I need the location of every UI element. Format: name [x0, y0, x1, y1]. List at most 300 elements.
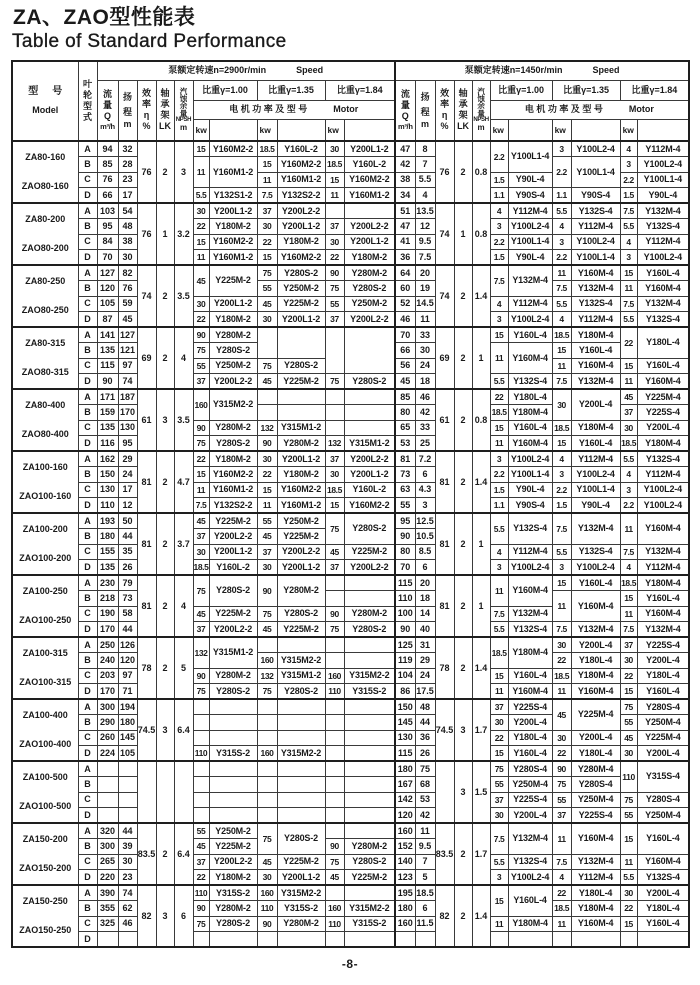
motor-kw: 160 [257, 885, 277, 901]
motor-kw: 30 [620, 653, 637, 669]
flow-value: 60 [395, 281, 415, 297]
motor-kw: 18.5 [325, 482, 344, 498]
table-row [12, 141, 689, 157]
flow-header-unit: m³/h [397, 121, 413, 131]
motor-kw: 3 [490, 219, 508, 235]
motor-kw: 7.5 [552, 374, 571, 390]
motor-model: Y160M-4 [637, 606, 689, 622]
motor-kw: 90 [257, 436, 277, 452]
efficiency-value: 74.5 [435, 699, 454, 761]
motor-model: Y132S-4 [571, 296, 620, 312]
motor-model [344, 808, 395, 824]
motor-model: Y132M-4 [571, 374, 620, 390]
flow-value: 41 [395, 234, 415, 250]
model-names [13, 763, 78, 821]
flow-value [97, 792, 118, 808]
impeller-type: C [78, 234, 97, 250]
motor-kw: 55 [552, 792, 571, 808]
motor-model: Y315M2-2 [277, 885, 325, 901]
motor-kw: 160 [325, 668, 344, 684]
impeller-type: A [78, 141, 97, 157]
motor-model: Y225M-2 [277, 374, 325, 390]
flow-value: 66 [97, 188, 118, 204]
flow-value: 66 [395, 343, 415, 359]
motor-model [277, 792, 325, 808]
flow-value: 55 [395, 498, 415, 514]
model-names [13, 329, 78, 387]
model-cell [12, 513, 78, 575]
head-value: 6 [415, 560, 435, 576]
motor-model: Y225M-2 [344, 544, 395, 560]
flow-value [97, 808, 118, 824]
motor-model: Y180M-2 [209, 219, 257, 235]
page-number: -8- [341, 957, 359, 971]
impeller-type: A [78, 761, 97, 777]
motor-kw: 30 [552, 637, 571, 653]
motor-model: Y315S-2 [344, 916, 395, 932]
motor-model: Y315M2-2 [344, 901, 395, 917]
motor-kw: 55 [193, 358, 209, 374]
npsh-header [174, 80, 193, 141]
efficiency-value: 74 [435, 265, 454, 327]
motor-kw: 45 [620, 389, 637, 405]
motor-model [209, 808, 257, 824]
head-value: 36 [415, 730, 435, 746]
flow-value: 159 [97, 405, 118, 421]
motor-kw: 30 [620, 746, 637, 762]
motor-kw: 2.2 [552, 157, 571, 188]
motor-kw: 15 [620, 591, 637, 607]
motor-model: Y315M2-2 [277, 653, 325, 669]
motor-model: Y160L-4 [637, 916, 689, 932]
motor-model: Y200L-4 [637, 746, 689, 762]
motor-model: Y100L2-4 [637, 250, 689, 266]
flow-header-symbol: Q [401, 110, 409, 121]
head-value: 30 [118, 250, 137, 266]
motor-kw: 22 [552, 653, 571, 669]
flow-value: 119 [395, 653, 415, 669]
motor-kw: 30 [620, 885, 637, 901]
head-value: 53 [415, 792, 435, 808]
motor-kw: 15 [620, 265, 637, 281]
head-value: 4.3 [415, 482, 435, 498]
motor-model: Y225M-2 [277, 296, 325, 312]
model-name: ZAO100-315 [19, 677, 72, 687]
table-row [12, 560, 689, 576]
motor-kw: 37 [193, 622, 209, 638]
motor-kw: 1.1 [490, 498, 508, 514]
efficiency-value: 61 [137, 389, 156, 451]
motor-model: Y160M1-2 [277, 172, 325, 188]
head-value: 46 [118, 916, 137, 932]
head-value [415, 932, 435, 948]
impeller-type: A [78, 513, 97, 529]
motor-model: Y90S-4 [508, 188, 552, 204]
speed-2900-header [97, 61, 395, 80]
motor-kw [193, 761, 209, 777]
model-cell [12, 885, 78, 947]
motor-model: Y280S-2 [277, 358, 325, 374]
motor-kw: 18.5 [552, 668, 571, 684]
motor-model: Y160M-4 [508, 343, 552, 374]
motor-model: Y160M-4 [571, 684, 620, 700]
motor-model: Y160M-4 [508, 684, 552, 700]
motor-header-en: Motor [628, 104, 654, 114]
motor-model [344, 715, 395, 731]
motor-kw: 55 [257, 513, 277, 529]
model-name: ZA100-315 [22, 648, 68, 658]
head-header-cn: 扬程 [123, 92, 133, 117]
efficiency-header-cn: 效率 [142, 88, 152, 109]
flow-value: 70 [395, 327, 415, 343]
motor-model: Y132S-4 [571, 544, 620, 560]
motor-model [209, 932, 257, 948]
npsh-value: 1.4 [472, 637, 490, 699]
npsh-value: 1.7 [472, 823, 490, 885]
motor-kw: 3 [552, 141, 571, 157]
flow-value: 135 [97, 343, 118, 359]
kw-header: kw [620, 119, 637, 141]
motor-kw: 90 [193, 327, 209, 343]
speed-2900-label-en: Speed [296, 65, 324, 76]
head-value: 10.5 [415, 529, 435, 545]
motor-model: Y315M1-2 [209, 637, 257, 668]
motor-model: Y280S-4 [637, 792, 689, 808]
motor-model [277, 932, 325, 948]
motor-kw [325, 591, 344, 607]
flow-value: 300 [97, 699, 118, 715]
head-value [118, 808, 137, 824]
motor-kw: 37 [193, 374, 209, 390]
model-name: ZA100-250 [22, 586, 68, 596]
motor-kw: 15 [490, 327, 508, 343]
bearing-value: 2 [454, 885, 472, 947]
motor-kw: 22 [620, 668, 637, 684]
motor-model: Y280S-2 [209, 684, 257, 700]
motor-kw: 30 [257, 451, 277, 467]
motor-kw: 110 [620, 761, 637, 792]
motor-kw [257, 715, 277, 731]
motor-kw: 30 [257, 560, 277, 576]
model-name: ZA100-160 [22, 462, 68, 472]
motor-model: Y225M-2 [277, 529, 325, 545]
motor-model: Y280S-4 [508, 761, 552, 777]
motor-kw: 75 [257, 606, 277, 622]
flow-value: 52 [395, 296, 415, 312]
impeller-type: A [78, 265, 97, 281]
motor-kw [257, 405, 277, 421]
motor-kw: 7.5 [620, 296, 637, 312]
motor-model: Y100L1-4 [637, 172, 689, 188]
motor-model: Y315M1-2 [344, 436, 395, 452]
flow-value: 123 [395, 870, 415, 886]
model-header-cn: 型号 [28, 86, 77, 97]
motor-kw: 75 [257, 823, 277, 854]
head-value: 17 [118, 482, 137, 498]
head-value: 40 [415, 622, 435, 638]
motor-kw: 75 [193, 343, 209, 359]
motor-model [571, 932, 620, 948]
table-row [12, 296, 689, 312]
model-cell [12, 327, 78, 389]
motor-model: Y100L1-4 [571, 250, 620, 266]
motor-kw [257, 730, 277, 746]
impeller-type: D [78, 746, 97, 762]
motor-model: Y280S-2 [277, 265, 325, 281]
head-value: 26 [415, 746, 435, 762]
model-names [13, 205, 78, 263]
motor-kw: 4 [490, 544, 508, 560]
motor-kw: 2.2 [490, 141, 508, 172]
motor-model: Y180M-2 [209, 451, 257, 467]
motor-model: Y280M-2 [209, 668, 257, 684]
impeller-type: B [78, 281, 97, 297]
motor-kw: 7.5 [257, 188, 277, 204]
head-value: 44 [118, 529, 137, 545]
flow-value: 170 [97, 684, 118, 700]
motor-kw [620, 932, 637, 948]
motor-kw: 22 [257, 234, 277, 250]
motor-model: Y180M-4 [571, 668, 620, 684]
motor-model: Y180M-4 [637, 436, 689, 452]
motor-model: Y225S-4 [637, 637, 689, 653]
motor-kw: 4 [490, 203, 508, 219]
flow-value: 170 [97, 622, 118, 638]
model-name: ZA80-250 [25, 276, 66, 286]
motor-kw: 30 [490, 715, 508, 731]
head-value: 44 [118, 823, 137, 839]
flow-value: 53 [395, 436, 415, 452]
motor-kw: 18.5 [490, 405, 508, 421]
head-value: 7.5 [415, 250, 435, 266]
flow-value: 56 [395, 358, 415, 374]
motor-kw: 2.2 [490, 467, 508, 483]
motor-kw: 30 [257, 870, 277, 886]
impeller-type: A [78, 451, 97, 467]
efficiency-value: 76 [435, 141, 454, 203]
npsh-value: 4 [174, 327, 193, 389]
motor-model: Y90S-4 [508, 498, 552, 514]
motor-model: Y160M2-2 [277, 157, 325, 173]
motor-kw: 15 [552, 343, 571, 359]
flow-value: 193 [97, 513, 118, 529]
head-value: 48 [118, 219, 137, 235]
flow-value: 73 [395, 467, 415, 483]
motor-kw: 1.1 [552, 188, 571, 204]
table-row [12, 420, 689, 436]
head-value: 8.5 [415, 544, 435, 560]
motor-model: Y180L-4 [637, 327, 689, 358]
motor-model: Y160M2-2 [209, 234, 257, 250]
header-row-specific-gravity [12, 80, 689, 100]
motor-model: Y132M-4 [571, 622, 620, 638]
motor-kw: 18.5 [193, 560, 209, 576]
head-value: 5 [415, 870, 435, 886]
model-name: ZAO100-500 [19, 801, 72, 811]
motor-model: Y180M-2 [277, 234, 325, 250]
efficiency-value: 76 [137, 203, 156, 265]
motor-kw [325, 699, 344, 715]
motor-model: Y315M1-2 [277, 668, 325, 684]
motor-model: Y280S-4 [637, 699, 689, 715]
motor-model: Y132S2-2 [277, 188, 325, 204]
motor-kw: 5.5 [620, 219, 637, 235]
flow-value: 80 [395, 544, 415, 560]
model-name: ZA150-200 [22, 834, 68, 844]
motor-model: Y225M-2 [209, 839, 257, 855]
bearing-value: 2 [156, 265, 174, 327]
model-names [13, 143, 78, 201]
flow-value: 224 [97, 746, 118, 762]
motor-kw: 11 [552, 916, 571, 932]
motor-kw: 75 [193, 916, 209, 932]
motor-model: Y180M-2 [277, 467, 325, 483]
head-value: 45 [118, 312, 137, 328]
flow-header [395, 80, 415, 141]
npsh-value: 3.7 [174, 513, 193, 575]
flow-value: 81 [395, 451, 415, 467]
motor-kw: 11 [490, 436, 508, 452]
head-value: 18.5 [415, 885, 435, 901]
motor-kw: 75 [257, 684, 277, 700]
table-row [12, 808, 689, 824]
motor-kw: 3 [620, 482, 637, 498]
head-value: 30 [415, 343, 435, 359]
efficiency-header [435, 80, 454, 141]
motor-kw: 30 [325, 141, 344, 157]
motor-kw: 55 [490, 777, 508, 793]
model-cell [12, 389, 78, 451]
flow-value: 51 [395, 203, 415, 219]
flow-value: 47 [395, 219, 415, 235]
flow-value: 95 [97, 219, 118, 235]
flow-value: 152 [395, 839, 415, 855]
flow-value: 218 [97, 591, 118, 607]
motor-kw: 11 [257, 498, 277, 514]
table-row [12, 312, 689, 328]
motor-kw: 160 [257, 746, 277, 762]
motor-model [344, 591, 395, 607]
table-row [12, 467, 689, 483]
sg-1-00-header: 比重γ=1.00 [193, 80, 257, 100]
motor-model-header [508, 119, 552, 141]
table-row [12, 653, 689, 669]
motor-kw: 11 [552, 265, 571, 281]
impeller-type: A [78, 389, 97, 405]
efficiency-value: 81 [435, 575, 454, 637]
flow-value: 85 [97, 157, 118, 173]
motor-kw: 15 [490, 885, 508, 916]
npsh-value: 3.5 [174, 265, 193, 327]
motor-model: Y280S-2 [277, 606, 325, 622]
motor-kw: 160 [193, 389, 209, 420]
model-name: ZAO80-250 [21, 305, 69, 315]
motor-model [277, 389, 325, 405]
motor-model: Y280S-4 [571, 777, 620, 793]
motor-kw: 3 [490, 870, 508, 886]
table-row [12, 823, 689, 839]
motor-kw: 15 [257, 157, 277, 173]
motor-kw: 15 [490, 668, 508, 684]
model-name: ZAO100-250 [19, 615, 72, 625]
model-name: ZA80-200 [25, 214, 66, 224]
motor-model [344, 730, 395, 746]
head-value: 44 [415, 715, 435, 731]
motor-model: Y225S-4 [637, 405, 689, 421]
npsh-value: 6.4 [174, 823, 193, 885]
motor-kw: 30 [552, 730, 571, 746]
motor-model: Y225S-4 [571, 808, 620, 824]
motor-model: Y160M1-2 [209, 250, 257, 266]
impeller-type: A [78, 203, 97, 219]
head-value: 18 [415, 591, 435, 607]
table-row [12, 668, 689, 684]
motor-kw [325, 777, 344, 793]
npsh-value: 3 [174, 141, 193, 203]
head-value: 145 [118, 730, 137, 746]
motor-model: Y200L-4 [637, 420, 689, 436]
head-value: 35 [118, 544, 137, 560]
motor-model: Y280M-2 [344, 839, 395, 855]
motor-kw: 22 [325, 250, 344, 266]
motor-model: Y200L2-2 [209, 854, 257, 870]
motor-kw: 160 [257, 653, 277, 669]
motor-model [277, 699, 325, 715]
flow-header-unit: m³/h [100, 121, 115, 131]
efficiency-value: 76 [137, 141, 156, 203]
motor-model [209, 730, 257, 746]
npsh-value: 4.7 [174, 451, 193, 513]
head-header [118, 80, 137, 141]
flow-value: 76 [97, 172, 118, 188]
impeller-type: D [78, 932, 97, 948]
flow-value: 135 [97, 420, 118, 436]
table-row [12, 219, 689, 235]
head-value: 46 [415, 389, 435, 405]
motor-model: Y315M2-2 [277, 746, 325, 762]
motor-model: Y250M-2 [209, 358, 257, 374]
head-header-cn: 扬程 [420, 92, 430, 117]
motor-model: Y280M-2 [277, 575, 325, 606]
bearing-header [454, 80, 472, 141]
flow-value: 150 [97, 467, 118, 483]
flow-value: 105 [97, 296, 118, 312]
kw-header: kw [325, 119, 344, 141]
motor-model: Y200L1-2 [209, 296, 257, 312]
motor-model [277, 327, 325, 358]
table-row [12, 684, 689, 700]
efficiency-header-unit: % [142, 121, 151, 132]
motor-model: Y112M-4 [508, 544, 552, 560]
flow-value: 85 [395, 389, 415, 405]
flow-value: 190 [97, 606, 118, 622]
motor-kw: 18.5 [552, 327, 571, 343]
motor-model: Y160L-2 [277, 141, 325, 157]
impeller-type: D [78, 250, 97, 266]
motor-kw: 37 [325, 560, 344, 576]
bearing-header-symbol: LK [457, 120, 470, 131]
flow-value: 42 [395, 157, 415, 173]
impeller-type: D [78, 498, 97, 514]
motor-model-header [344, 119, 395, 141]
motor-model: Y90L-4 [508, 250, 552, 266]
motor-model: Y160L-4 [508, 420, 552, 436]
motor-model-header [277, 119, 325, 141]
motor-kw [257, 777, 277, 793]
motor-kw [325, 808, 344, 824]
bearing-value: 2 [156, 637, 174, 699]
motor-model [209, 761, 257, 777]
